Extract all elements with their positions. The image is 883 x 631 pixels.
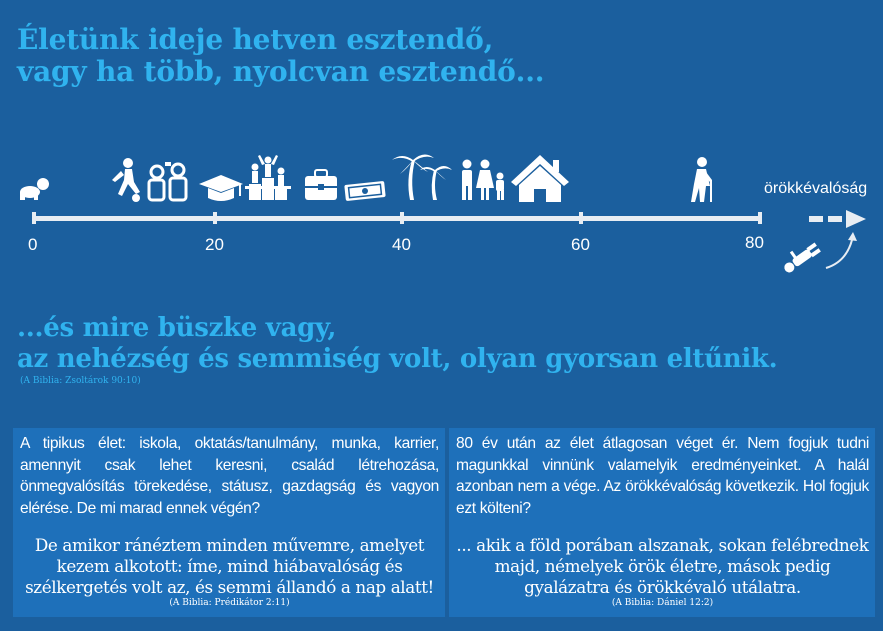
baby-icon <box>20 178 49 200</box>
tick-label-20: 20 <box>205 235 224 254</box>
subtitle <box>17 313 777 375</box>
house-icon <box>511 155 569 202</box>
eternity-label: örökkévalóság <box>764 180 868 197</box>
subtitle-line-2: az nehézség és semmiség volt, olyan gyorsan eltűnik. <box>17 344 778 374</box>
graduation-cap-icon <box>199 175 243 201</box>
palm-trees-icon <box>392 154 452 200</box>
arrow-icon <box>809 210 866 228</box>
fallen-person-icon <box>778 238 821 275</box>
right-panel <box>449 428 875 617</box>
curved-arrow-head-icon <box>848 232 857 241</box>
tick-label-0: 0 <box>28 235 38 254</box>
title-line-1: Életünk ideje hetven esztendő, <box>17 23 494 56</box>
left-panel-source: (A Biblia: Prédikátor 2:11) <box>169 598 290 608</box>
right-panel-source: (A Biblia: Dániel 12:2) <box>611 598 714 608</box>
briefcase-icon <box>305 170 337 200</box>
title-line-2: vagy ha több, nyolcvan esztendő... <box>17 55 545 88</box>
right-panel-text: 80 év után az élet átlagosan véget ér. Nem fogjuk tudni magunkkal vinnünk valamelyik eredményeinket. A halál azonban nem a vége. Az örökkévalóság következik. Hol fogjuk ezt költeni? <box>456 435 869 517</box>
page-title <box>17 24 544 88</box>
left-panel-text: A tipikus élet: iskola, oktatás/tanulmány, munka, karrier, amennyit csak lehet keresni, család létrehozása, önmegvalósítás törekedése, státusz, gazdagság és vagyon elérése. De mi marad ennek végén? <box>20 435 439 517</box>
tick-mark-20 <box>213 212 217 224</box>
right-panel-quote: ... akik a föld porában alszanak, sokan felébrednek majd, némelyek örök életre, mások pedig gyalázatra és örökkévaló utálatra. <box>456 535 869 597</box>
tick-label-60: 60 <box>571 235 590 254</box>
subtitle-line-1: ...és mire büszke vagy, <box>17 313 337 343</box>
soccer-player-icon <box>112 158 140 202</box>
family-icon <box>462 160 504 201</box>
curved-arrow-icon <box>826 240 852 268</box>
tick-label-40: 40 <box>392 235 411 254</box>
subtitle-source: (A Biblia: Zsoltárok 90:10) <box>20 376 141 386</box>
elderly-person-icon <box>691 157 712 202</box>
left-panel-quote: De amikor ránéztem minden művemre, amelyet kezem alkotott: íme, mind hiábavalóság és szélkergetés volt az, és semmi állandó a nap alatt! <box>25 535 434 597</box>
life-timeline <box>0 140 883 285</box>
school-friends-icon <box>149 162 186 200</box>
money-icon <box>344 181 385 201</box>
tick-label-80: 80 <box>745 233 764 252</box>
tick-mark-80 <box>758 212 762 224</box>
podium-icon <box>245 155 291 200</box>
tick-mark-40 <box>400 212 404 224</box>
tick-mark-60 <box>579 212 583 224</box>
timeline-line <box>33 216 761 221</box>
tick-mark-0 <box>32 212 36 224</box>
left-panel <box>13 428 445 617</box>
